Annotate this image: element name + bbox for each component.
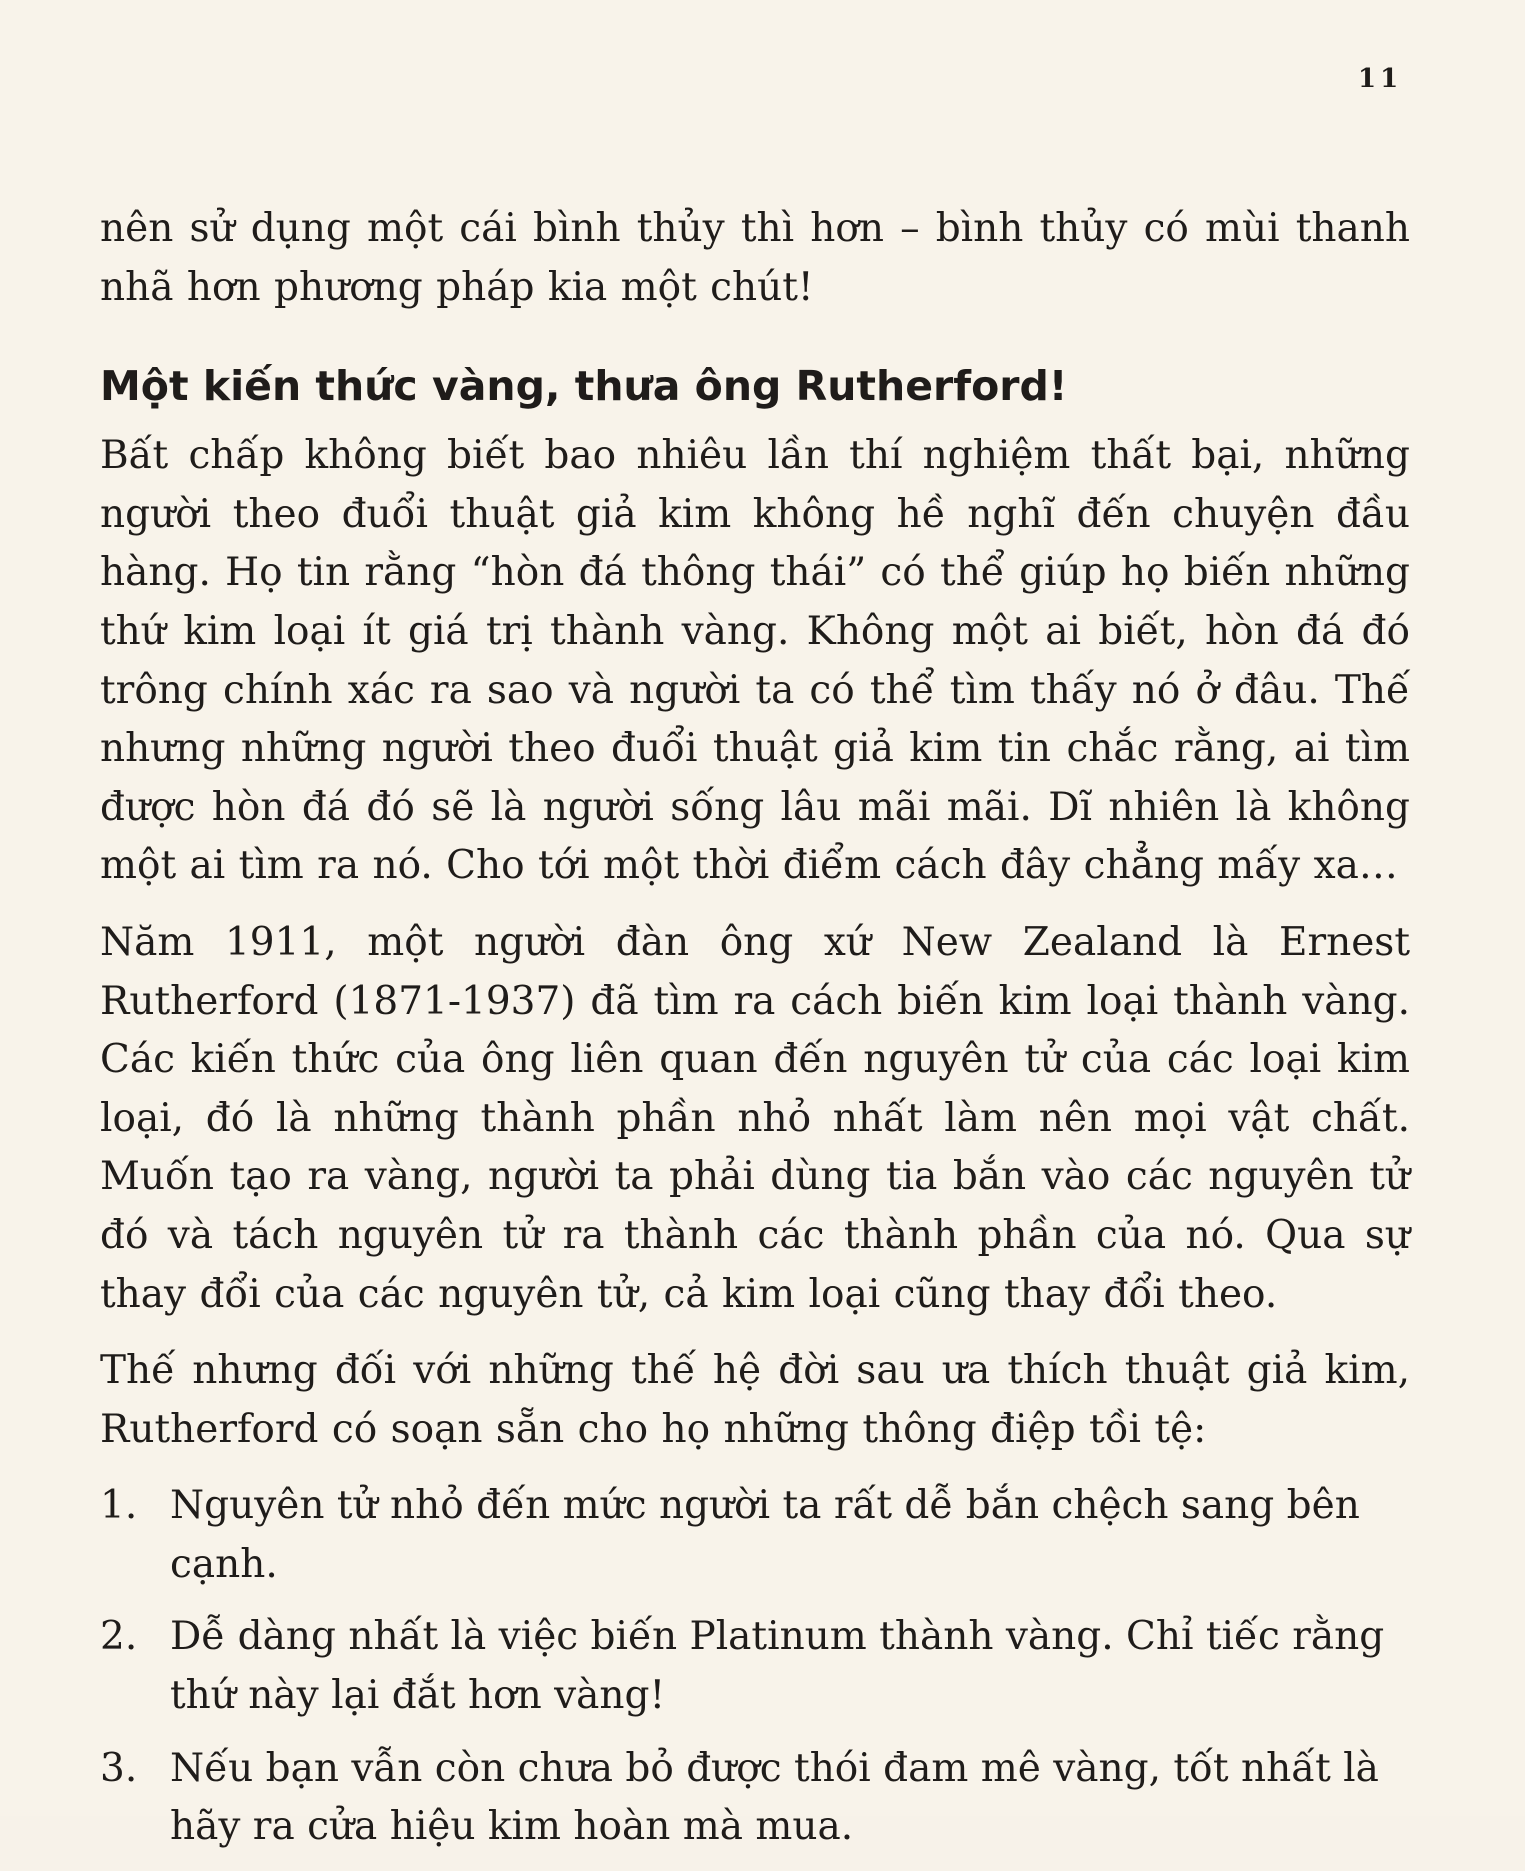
list-item-text: Nếu bạn vẫn còn chưa bỏ được thói đam mê vàng, tốt nhất là hãy ra cửa hiệu kim hoàn mà mua. xyxy=(170,1745,1379,1850)
list-item-number: 1. xyxy=(100,1483,138,1529)
messages-list xyxy=(100,1477,1410,1857)
page-content xyxy=(100,200,1410,1871)
list-item xyxy=(100,1740,1410,1857)
paragraph-messages-intro: Thế nhưng đối với những thế hệ đời sau ưa thích thuật giả kim, Rutherford có soạn sẵn cho họ những thông điệp tồi tệ: xyxy=(100,1348,1410,1452)
list-item xyxy=(100,1608,1410,1725)
list-item-text: Dễ dàng nhất là việc biến Platinum thành vàng. Chỉ tiếc rằng thứ này lại đắt hơn vàng! xyxy=(170,1614,1385,1719)
list-item-number: 2. xyxy=(100,1614,138,1660)
paragraph-philosophers-stone: Bất chấp không biết bao nhiêu lần thí nghiệm thất bại, những người theo đuổi thuật giả kim không hề nghĩ đến chuyện đầu hàng. Họ tin rằng “hòn đá thông thái” có thể giúp họ biến những thứ kim loại ít giá trị thành vàng. Không một ai biết, hòn đá đó trông chính xác ra sao và người ta có thể tìm thấy nó ở đâu. Thế nhưng những người theo đuổi thuật giả kim tin chắc rằng, ai tìm được hòn đá đó sẽ là người sống lâu mãi mãi. Dĩ nhiên là không một ai tìm ra nó. Cho tới một thời điểm cách đây chẳng mấy xa… xyxy=(100,433,1410,889)
list-item-text: Nguyên tử nhỏ đến mức người ta rất dễ bắn chệch sang bên cạnh. xyxy=(170,1483,1360,1587)
list-item xyxy=(100,1477,1410,1594)
page-number: 11 xyxy=(1358,64,1403,94)
paragraph-rutherford: Năm 1911, một người đàn ông xứ New Zealand là Ernest Rutherford (1871-1937) đã tìm ra cách biến kim loại thành vàng. Các kiến thức của ông liên quan đến nguyên tử của các loại kim loại, đó là những thành phần nhỏ nhất làm nên mọi vật chất. Muốn tạo ra vàng, người ta phải dùng tia bắn vào các nguyên tử đó và tách nguyên tử ra thành các thành phần của nó. Qua sự thay đổi của các nguyên tử, cả kim loại cũng thay đổi theo. xyxy=(100,919,1410,1317)
section-title: Một kiến thức vàng, thưa ông Rutherford! xyxy=(100,362,1068,411)
list-item-number: 3. xyxy=(100,1745,138,1791)
opening-paragraph: nên sử dụng một cái bình thủy thì hơn – bình thủy có mùi thanh nhã hơn phương pháp kia một chút! xyxy=(100,206,1410,310)
